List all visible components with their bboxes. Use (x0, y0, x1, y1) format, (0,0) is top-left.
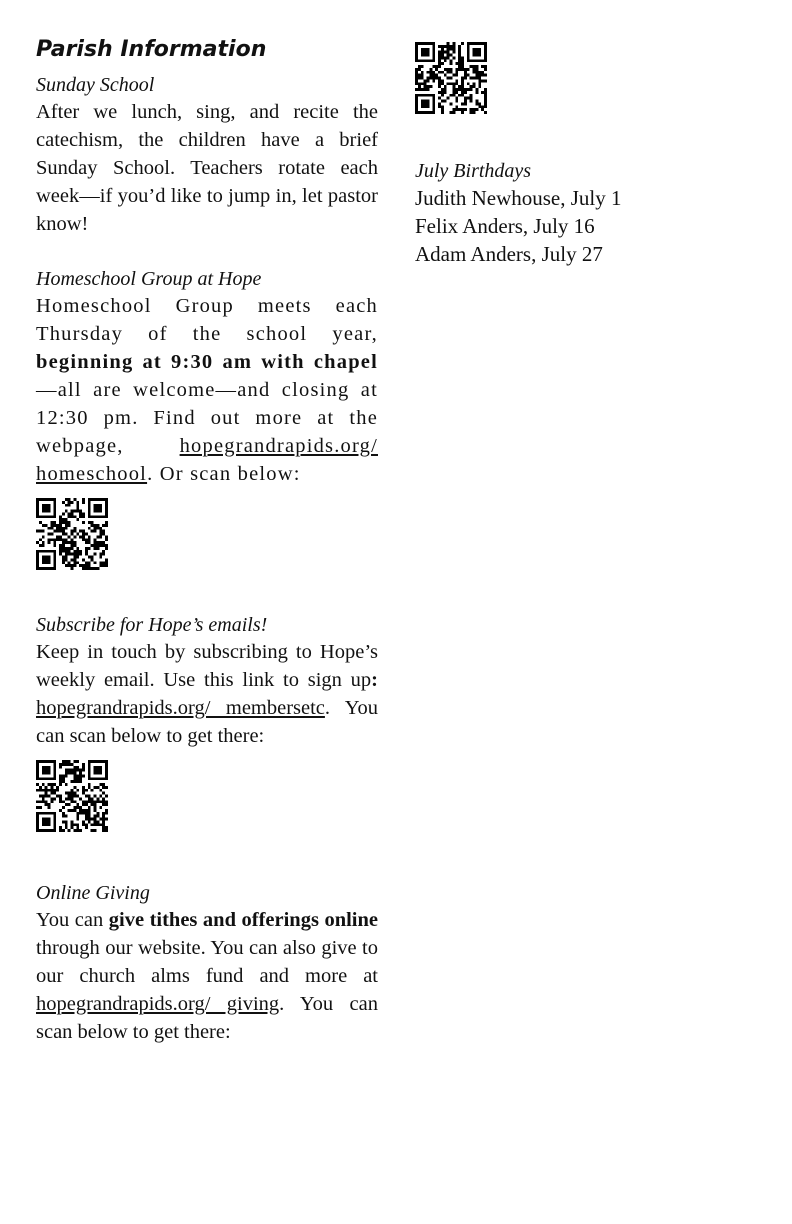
right-column (415, 42, 755, 268)
giving-heading: Online Giving (36, 882, 150, 904)
giving-text-3: . You can scan below to get there: (36, 993, 378, 1043)
sunday-school-text: After we lunch, sing, and recite the catechism, the children have a brief Sunday School. Teachers rotate each week—if you’d like to jump in, let pastor know! (36, 101, 378, 235)
homeschool-text-3: . Or scan below: (147, 463, 301, 485)
giving-text-2: through our website. You can also give to our church alms fund and more at (36, 937, 378, 987)
homeschool-heading: Homeschool Group at Hope (36, 268, 262, 290)
giving-bold: give tithes and offerings online (108, 909, 378, 931)
left-column (36, 34, 378, 1046)
homeschool-chapel-time: beginning at 9:30 am with chapel (36, 351, 378, 373)
emails-text (36, 638, 378, 750)
page-title: Parish Information (36, 37, 267, 62)
giving-link[interactable]: hopegrandrapids.org/ giving (36, 993, 280, 1015)
emails-text-1: Keep in touch by subscribing to Hope’s weekly email. Use this link to sign up (36, 641, 378, 691)
emails-text-2: . You can scan below to get there: (36, 697, 378, 747)
qr-code-icon (36, 760, 108, 832)
birthdays-section (415, 158, 755, 268)
homeschool-text-1: Homeschool Group meets each Thursday of the school year, (36, 295, 378, 345)
birthday-item: Judith Newhouse, July 1 (415, 186, 622, 210)
birthday-item: Adam Anders, July 27 (415, 242, 603, 266)
emails-section (36, 612, 378, 832)
giving-text (36, 906, 378, 1046)
homeschool-text-2: —all are welcome—and closing at 12:30 pm. Find out more at the webpage, (36, 379, 378, 457)
qr-code-icon (36, 498, 108, 570)
emails-heading: Subscribe for Hope’s emails! (36, 614, 268, 636)
birthday-list (415, 184, 755, 268)
qr-code-icon (415, 42, 487, 114)
homeschool-text (36, 292, 378, 488)
emails-link[interactable]: hopegrandrapids.org/ membersetc (36, 697, 325, 719)
birthdays-heading: July Birthdays (415, 160, 532, 182)
sunday-school-heading: Sunday School (36, 74, 155, 96)
homeschool-section (36, 266, 378, 570)
emails-colon: : (371, 669, 378, 691)
giving-section (36, 880, 378, 1046)
birthday-item: Felix Anders, July 16 (415, 214, 595, 238)
giving-text-1: You can (36, 909, 109, 931)
sunday-school-section (36, 72, 378, 238)
homeschool-link[interactable]: hopegrandrapids.org/ homeschool (36, 435, 378, 485)
